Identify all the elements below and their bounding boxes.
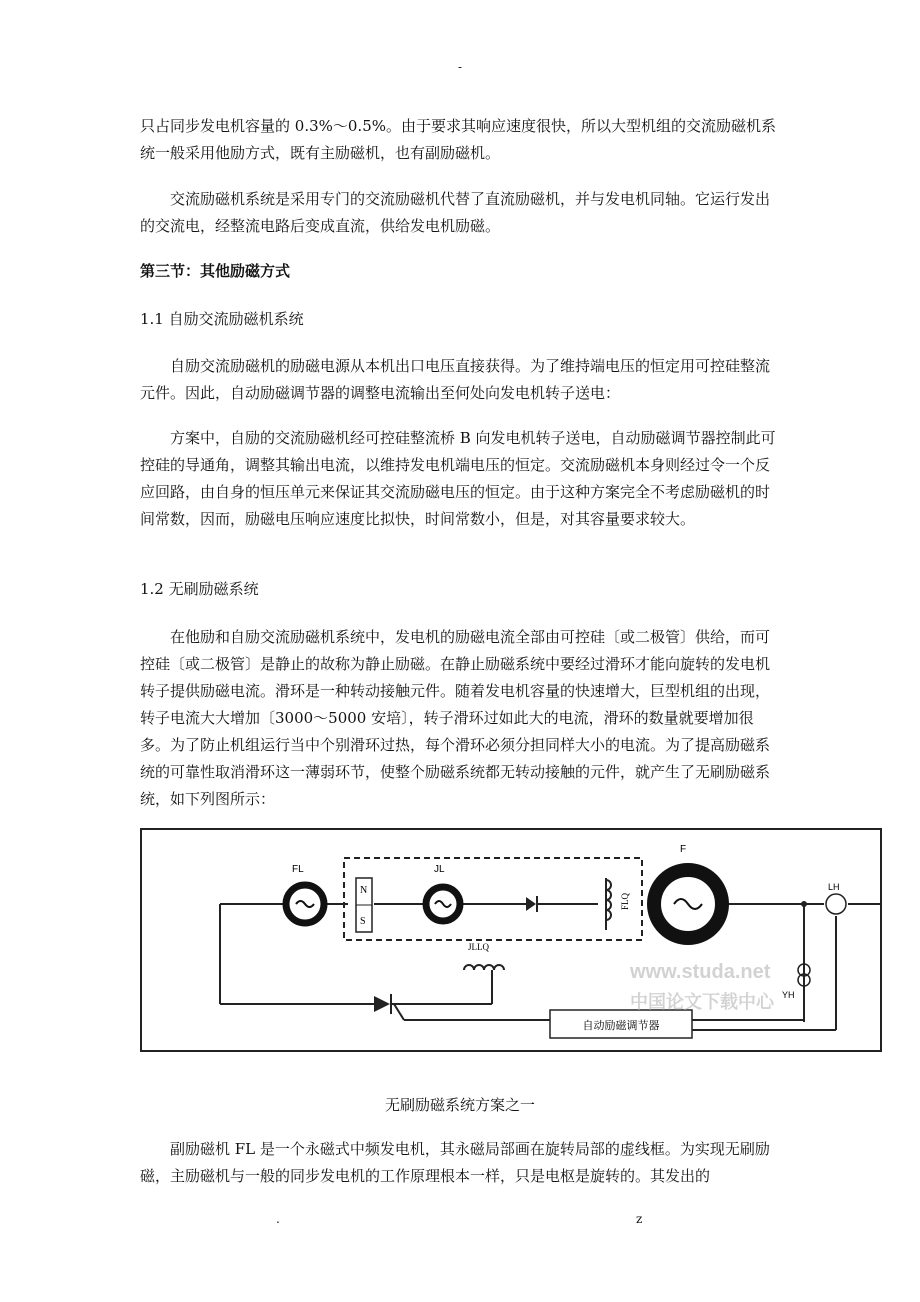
rotating-diode-icon	[526, 897, 536, 911]
section-heading: 第三节：其他励磁方式	[140, 262, 291, 280]
paragraph-1: 只占同步发电机容量的 0.3%～0.5%。由于要求其响应速度很快，所以大型机组的交流励磁机系统一般采用他励方式，既有主励磁机，也有副励磁机。	[140, 117, 776, 162]
current-transformer-icon	[826, 894, 846, 914]
excitation-diagram-svg	[142, 830, 880, 1050]
excitation-diagram	[140, 828, 882, 1052]
fl-sine-icon	[296, 901, 314, 907]
f-label: F	[680, 844, 687, 855]
jllq-coil-icon	[464, 965, 504, 970]
paragraph-6: 副励磁机 FL 是一个永磁式中频发电机，其永磁局部画在旋转局部的虚线框。为实现无刷励磁，主励磁机与一般的同步发电机的工作原理根本一样，只是电枢是旋转的。其发出的	[140, 1140, 770, 1185]
rotating-part-frame	[344, 858, 642, 940]
jllq-label: JLLQ	[468, 942, 489, 952]
thyristor-icon	[374, 996, 390, 1012]
figure-caption: 无刷励磁系统方案之一	[384, 1096, 535, 1114]
magnet-s-label: S	[360, 916, 366, 927]
flq-label: FLQ	[620, 892, 630, 910]
main-generator-sine-icon	[674, 899, 702, 909]
jl-sine-icon	[435, 901, 451, 907]
paragraph-4: 方案中，自励的交流励磁机经可控硅整流桥 B 向发电机转子送电，自动励磁调节器控制此可控硅的导通角，调整其输出电流，以维持发电机端电压的恒定。交流励磁机本身则经过令一个反应回路，由自身的恒压单元来保证其交流励磁电压的恒定。由于这种方案完全不考虑励磁机的时间常数，因而，励磁电压响应速度比拟快，时间常数小，但是，对其容量要求较大。	[140, 429, 776, 528]
page-header-mark: -	[457, 60, 463, 74]
auto-regulator-label: 自动励磁调节器	[582, 1019, 660, 1032]
lh-label: LH	[828, 882, 840, 892]
watermark-url: www.studa.net	[630, 961, 771, 983]
subsection-heading-1-1: 1.1 自励交流励磁机系统	[140, 310, 304, 328]
footer-right-mark: z	[636, 1212, 643, 1226]
paragraph-5: 在他励和自励交流励磁机系统中，发电机的励磁电流全部由可控硅〔或二极管〕供给，而可控硅〔或二极管〕是静止的故称为静止励磁。在静止励磁系统中要经过滑环才能向旋转的发电机转子提供励磁电流。滑环是一种转动接触元件。随着发电机容量的快速增大，巨型机组的出现，转子电流大大增加〔3000～5000 安培〕，转子滑环过如此大的电流，滑环的数量就要增加很多。为了防止机组运行当中个别滑环过热，每个滑环必须分担同样大小的电流。为了提高励磁系统的可靠性取消滑环这一薄弱环节，使整个励磁系统都无转动接触的元件，就产生了无刷励磁系统，如下列图所示：	[140, 628, 771, 808]
jl-label: JL	[434, 864, 445, 875]
paragraph-3: 自励交流励磁机的励磁电源从本机出口电压直接获得。为了维持端电压的恒定用可控硅整流元件。因此，自动励磁调节器的调整电流输出至何处向发电机转子送电：	[140, 357, 771, 402]
circuit-wires	[220, 878, 880, 1030]
footer-left-mark: .	[276, 1212, 280, 1226]
subsection-heading-1-2: 1.2 无刷励磁系统	[140, 580, 259, 598]
watermark-site-name: 中国论文下载中心	[630, 992, 774, 1013]
fl-label: FL	[292, 864, 304, 875]
paragraph-2: 交流励磁机系统是采用专门的交流励磁机代替了直流励磁机，并与发电机同轴。它运行发出的交流电，经整流电路后变成直流，供给发电机励磁。	[140, 190, 771, 235]
yh-label: YH	[782, 990, 795, 1000]
magnet-n-label: N	[360, 885, 368, 896]
